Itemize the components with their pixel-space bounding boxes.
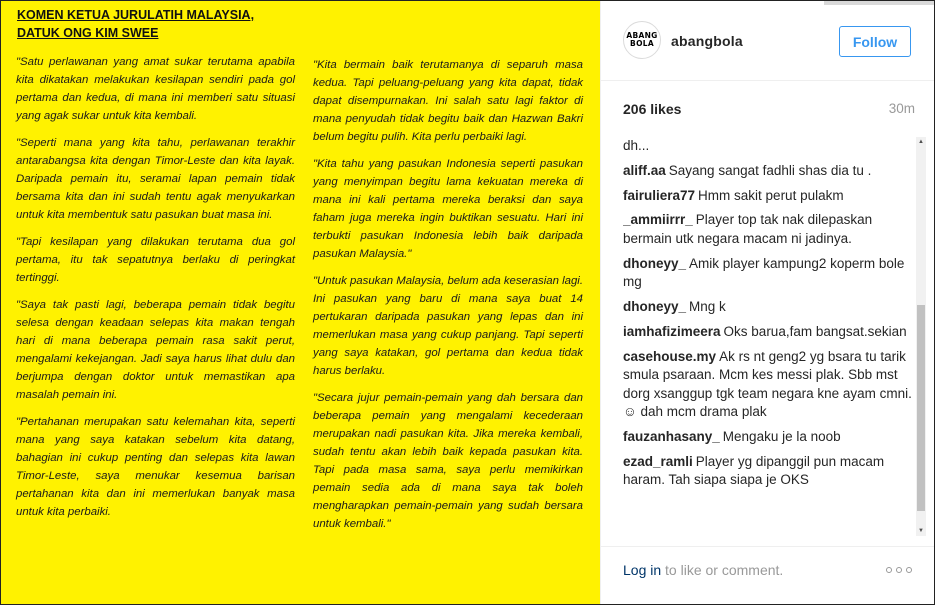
- article-paragraph: "Satu perlawanan yang amat sukar terutama apabila kita dikatakan melakukan kesilapan sendiri pada gol pertama dan kedua, di mana ini memberi satu situasi yang agak sukar untuk kita kembali.: [16, 56, 295, 122]
- comment-username[interactable]: casehouse.my: [623, 348, 717, 364]
- article-title-line1: KOMEN KETUA JURULATIH MALAYSIA,: [17, 8, 255, 22]
- comment-username[interactable]: fauzanhasany_: [623, 428, 720, 444]
- comment-text: Mengaku je la noob: [722, 428, 841, 444]
- article-paragraph: "Tapi kesilapan yang dilakukan terutama dua gol pertama, itu tak sepatutnya berlaku di peringkat tertinggi.: [16, 236, 295, 284]
- comments-scrollbar[interactable]: [916, 137, 926, 536]
- post-footer: [601, 546, 935, 605]
- comment-username[interactable]: dhoneyy_: [623, 298, 687, 314]
- list-item: [623, 298, 913, 317]
- article-paragraph: "Kita tahu yang pasukan Indonesia seperti pasukan yang menyimpan begitu lama kekuatan mereka di mana ini kali pertama mereka beraksi dan saya faham juga mereka ingin buktikan sesuatu. Hari ini terbukti pasukan Indonesia lebih baik daripada pasukan Malaysia.": [313, 158, 583, 260]
- list-item: [623, 428, 913, 447]
- comment-text: Player yg dipanggil pun macam haram. Tah siapa siapa je OKS: [623, 453, 885, 488]
- comment-username[interactable]: aliff.aa: [623, 162, 666, 178]
- likes-count[interactable]: 206 likes: [623, 101, 682, 117]
- avatar[interactable]: [623, 21, 661, 59]
- list-item: [623, 453, 913, 490]
- post-timestamp: 30m: [888, 101, 915, 116]
- article-paragraph: "Saya tak pasti lagi, beberapa pemain tidak begitu selesa dengan keadaan selepas kita makan tengah hari di mana beberapa pemain rasa sakit perut, mengalami kekejangan. Jadi saya harus lihat dulu dan berjumpa dengan doktor untuk memastikan apa masalah pemain ini.: [16, 299, 295, 401]
- comment-text: Amik player kampung2 koperm bole mg: [623, 255, 905, 290]
- comment-text: Sayang sangat fadhli shas dia tu .: [668, 162, 872, 178]
- login-link[interactable]: Log in: [623, 562, 662, 578]
- article-paragraph: "Kita bermain baik terutamanya di separuh masa kedua. Tapi peluang-peluang yang kita dapat, tidak dapat disempurnakan. Ini salah satu lagi faktor di mana penyudah tidak begitu baik dan Hazwan Bakri belum begitu pulih. Kita perlu perbaiki lagi.: [313, 59, 583, 143]
- article-column-left: [16, 53, 295, 530]
- article-paragraph: "Untuk pasukan Malaysia, belum ada keserasian lagi. Ini pasukan yang baru di mana saya buat 14 pertukaran daripada pasukan yang lepas dan ini memerlukan masa yang cukup panjang. Tapi seperti yang saya katakan, gol pertama dan kedua tidak harus berlaku.: [313, 275, 583, 377]
- comment-username[interactable]: ezad_ramli: [623, 453, 693, 469]
- comment-username[interactable]: iamhafizimeera: [623, 323, 721, 339]
- list-item: [623, 162, 913, 181]
- comment-text: Oks barua,fam bangsat.sekian: [723, 323, 907, 339]
- avatar-logo-text: ABANG: [626, 31, 658, 40]
- comment-text: Hmm sakit perut pulakm: [698, 187, 844, 203]
- comment-text: Ak rs nt geng2 yg bsara tu tarik smula psaraan. Mcm kes messi plak. Sbb mst dorg xsanggup tgk team negara kne ayam cmni. ☺ dah mcm drama plak: [623, 348, 912, 420]
- comment-username[interactable]: dhoneyy_: [623, 255, 687, 271]
- post-header: [601, 1, 935, 81]
- list-item: [623, 348, 913, 422]
- comment-fragment: dh...: [623, 138, 650, 153]
- avatar-logo-text: BOLA: [630, 39, 654, 48]
- list-item: [623, 187, 913, 206]
- list-item: [623, 323, 913, 342]
- comment-text: Mng k: [689, 298, 726, 314]
- list-item: [623, 255, 913, 292]
- article-paragraph: "Pertahanan merupakan satu kelemahan kita, seperti mana yang saya katakan sebelum kita datang, bahagian ini cukup penting dan selepas kita lawan Timor-Leste, saya menukar kesemua barisan pertahanan kita dan ini memerlukan banyak masa untuk kita perbaiki.: [16, 416, 295, 518]
- follow-button[interactable]: Follow: [839, 26, 911, 57]
- scroll-thumb[interactable]: [917, 305, 925, 511]
- article-title-line2: DATUK ONG KIM SWEE: [17, 26, 159, 40]
- scroll-down-arrow-icon[interactable]: ▼: [918, 528, 924, 534]
- article-paragraph: "Secara jujur pemain-pemain yang dah bersara dan beberapa pemain yang mengalami kecederaan merupakan nadi pasukan kita. Jika mereka kembali, sudah tentu akan lebih baik kepada pasukan kita. Tapi pada masa sama, saya perlu memikirkan pemain sedia ada di mana saya tak boleh mengharapkan pemain-pemain yang sudah bersara untuk kembali.": [313, 392, 583, 530]
- scroll-up-arrow-icon[interactable]: ▲: [918, 139, 924, 145]
- comment-text: Player top tak nak dilepaskan bermain utk negara macam ni jadinya.: [623, 212, 873, 246]
- username-link[interactable]: abangbola: [671, 33, 743, 49]
- comments-list[interactable]: [623, 137, 913, 537]
- top-edge-bar: [824, 1, 935, 5]
- article-paragraph: "Seperti mana yang kita tahu, perlawanan terakhir antarabangsa kita dengan Timor-Leste dan kita layak. Daripada pemain itu, seramai lapan pemain tidak bersama kita dan ini sudah tentu agak menyukarkan untuk kita membentuk satu pasukan buat masa ini.: [16, 137, 295, 221]
- article-column-right: [313, 56, 583, 542]
- comment-username[interactable]: fairuliera77: [623, 187, 696, 203]
- comment-username[interactable]: _ammiirrr_: [623, 212, 693, 228]
- post-image: [1, 1, 600, 605]
- post-sidebar: [600, 1, 935, 605]
- more-options-ellipsis-icon[interactable]: [886, 564, 912, 576]
- article-title: [17, 6, 295, 42]
- list-item: [623, 211, 913, 248]
- login-prompt: [623, 562, 783, 578]
- likes-row: [623, 101, 915, 119]
- login-prompt-text: to like or comment.: [661, 562, 784, 578]
